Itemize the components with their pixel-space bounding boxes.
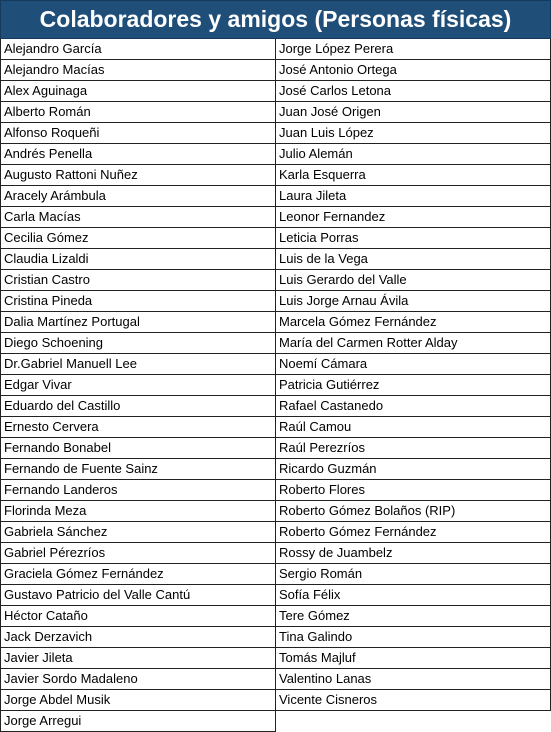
name-cell[interactable]: Claudia Lizaldi	[0, 249, 276, 270]
name-cell[interactable]: Javier Jileta	[0, 648, 276, 669]
name-cell[interactable]: Raúl Camou	[276, 417, 551, 438]
name-cell[interactable]: Alex Aguinaga	[0, 81, 276, 102]
name-cell[interactable]: Alejandro García	[0, 39, 276, 60]
name-cell[interactable]: María del Carmen Rotter Alday	[276, 333, 551, 354]
name-cell[interactable]: Juan José Origen	[276, 102, 551, 123]
name-cell[interactable]: José Antonio Ortega	[276, 60, 551, 81]
name-cell[interactable]: Juan Luis López	[276, 123, 551, 144]
name-cell[interactable]: Jorge Abdel Musik	[0, 690, 276, 711]
name-cell[interactable]: Luis Gerardo del Valle	[276, 270, 551, 291]
name-cell[interactable]: Cristian Castro	[0, 270, 276, 291]
name-cell[interactable]: Augusto Rattoni Nuñez	[0, 165, 276, 186]
left-name-column	[0, 39, 276, 732]
name-cell[interactable]: Marcela Gómez Fernández	[276, 312, 551, 333]
name-cell[interactable]: Graciela Gómez Fernández	[0, 564, 276, 585]
name-cell[interactable]: Gabriel Pérezríos	[0, 543, 276, 564]
name-cell[interactable]: Héctor Cataño	[0, 606, 276, 627]
name-cell[interactable]: Gustavo Patricio del Valle Cantú	[0, 585, 276, 606]
name-cell[interactable]: Dr.Gabriel Manuell Lee	[0, 354, 276, 375]
name-cell[interactable]: Tomás Majluf	[276, 648, 551, 669]
name-cell[interactable]: Fernando Bonabel	[0, 438, 276, 459]
sheet-title[interactable]: Colaboradores y amigos (Personas físicas)	[0, 0, 551, 39]
name-cell[interactable]: Rossy de Juambelz	[276, 543, 551, 564]
name-cell[interactable]: Javier Sordo Madaleno	[0, 669, 276, 690]
name-cell[interactable]: Rafael Castanedo	[276, 396, 551, 417]
name-cell[interactable]: Roberto Gómez Bolaños (RIP)	[276, 501, 551, 522]
name-cell[interactable]: Alejandro Macías	[0, 60, 276, 81]
name-cell[interactable]: Fernando de Fuente Sainz	[0, 459, 276, 480]
name-cell[interactable]: Fernando Landeros	[0, 480, 276, 501]
name-cell[interactable]: Jack Derzavich	[0, 627, 276, 648]
name-cell[interactable]: Ricardo Guzmán	[276, 459, 551, 480]
name-cell[interactable]: Vicente Cisneros	[276, 690, 551, 711]
name-cell[interactable]: Diego Schoening	[0, 333, 276, 354]
name-cell[interactable]: Sergio Román	[276, 564, 551, 585]
name-cell[interactable]: Sofía Félix	[276, 585, 551, 606]
name-cell[interactable]: Roberto Gómez Fernández	[276, 522, 551, 543]
name-cell[interactable]: Cristina Pineda	[0, 291, 276, 312]
name-cell[interactable]: Jorge Arregui	[0, 711, 276, 732]
name-cell[interactable]: Roberto Flores	[276, 480, 551, 501]
name-cell[interactable]: Luis de la Vega	[276, 249, 551, 270]
name-cell[interactable]: Karla Esquerra	[276, 165, 551, 186]
name-cell[interactable]: Leonor Fernandez	[276, 207, 551, 228]
name-cell[interactable]: Carla Macías	[0, 207, 276, 228]
name-cell[interactable]: Tere Gómez	[276, 606, 551, 627]
name-cell[interactable]: José Carlos Letona	[276, 81, 551, 102]
name-cell[interactable]: Patricia Gutiérrez	[276, 375, 551, 396]
name-cell[interactable]: Luis Jorge Arnau Ávila	[276, 291, 551, 312]
name-cell[interactable]: Laura Jileta	[276, 186, 551, 207]
name-cell[interactable]: Cecilia Gómez	[0, 228, 276, 249]
name-cell[interactable]: Tina Galindo	[276, 627, 551, 648]
right-name-column	[276, 39, 551, 711]
name-cell[interactable]: Andrés Penella	[0, 144, 276, 165]
name-cell[interactable]: Edgar Vivar	[0, 375, 276, 396]
name-cell[interactable]: Ernesto Cervera	[0, 417, 276, 438]
name-cell[interactable]: Alfonso Roqueñi	[0, 123, 276, 144]
name-cell[interactable]: Valentino Lanas	[276, 669, 551, 690]
name-cell[interactable]: Dalia Martínez Portugal	[0, 312, 276, 333]
name-cell[interactable]: Eduardo del Castillo	[0, 396, 276, 417]
name-cell[interactable]: Gabriela Sánchez	[0, 522, 276, 543]
name-cell[interactable]: Aracely Arámbula	[0, 186, 276, 207]
name-cell[interactable]: Leticia Porras	[276, 228, 551, 249]
name-cell[interactable]: Alberto Román	[0, 102, 276, 123]
name-cell[interactable]: Julio Alemán	[276, 144, 551, 165]
name-cell[interactable]: Noemí Cámara	[276, 354, 551, 375]
name-cell[interactable]: Raúl Perezríos	[276, 438, 551, 459]
name-cell[interactable]: Florinda Meza	[0, 501, 276, 522]
name-cell[interactable]: Jorge López Perera	[276, 39, 551, 60]
